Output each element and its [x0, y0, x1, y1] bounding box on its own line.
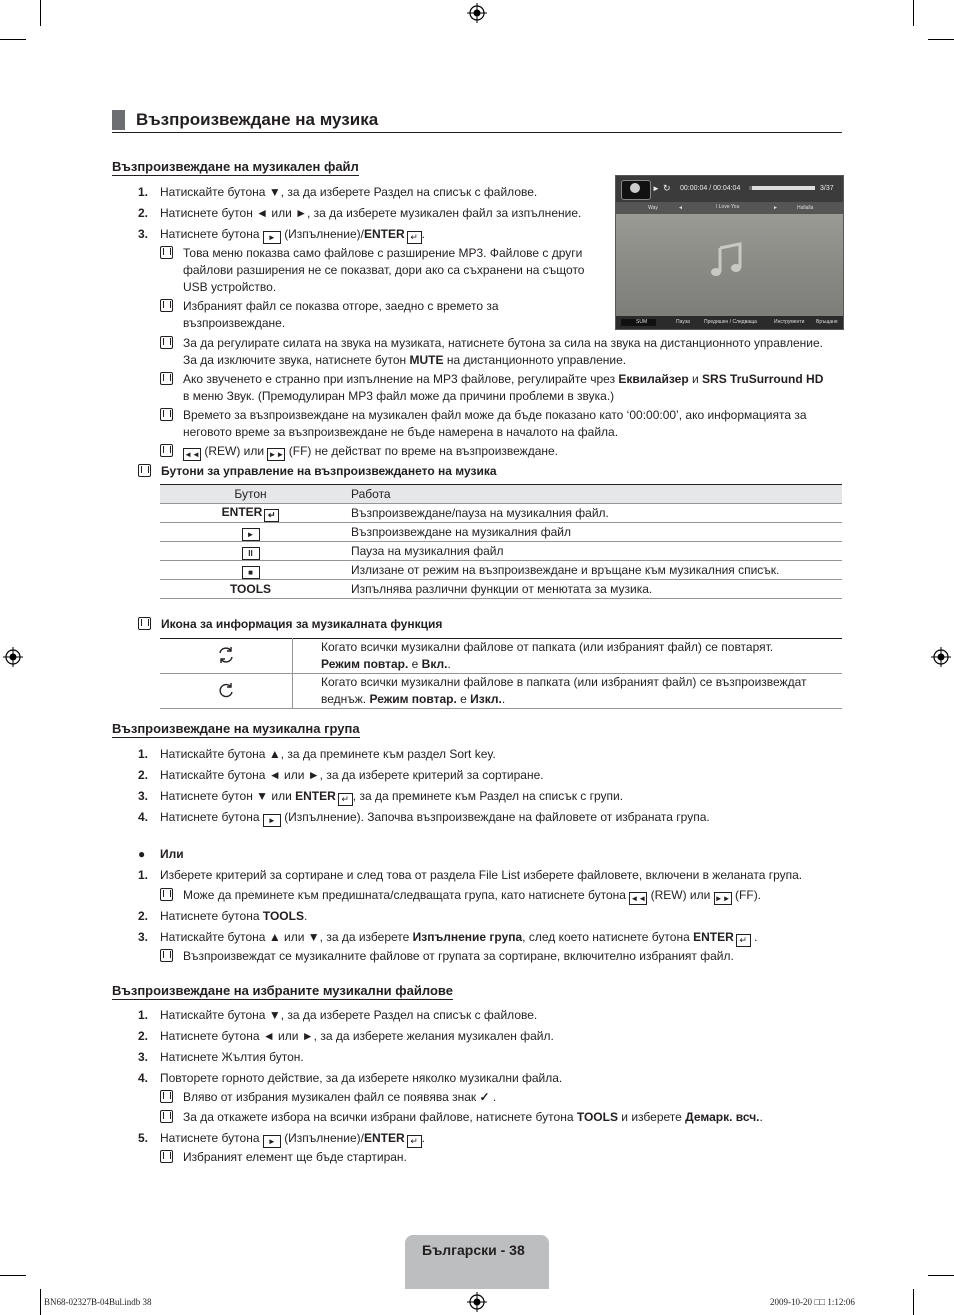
- step-part: (Изпълнение). Започва възпроизвеждане на файловете от избраната група.: [284, 810, 710, 824]
- button-cell: [160, 542, 341, 561]
- track-counter: 3/37: [820, 185, 834, 192]
- button-cell: TOOLS: [160, 580, 341, 599]
- table-row: [160, 674, 842, 709]
- music-player-screenshot: [615, 175, 844, 330]
- action-cell: Изпълнява различни функции от менютата за музика.: [341, 580, 842, 599]
- step-text: Натискайте бутона ▼, за да изберете Раздел на списък с файлове.: [160, 1008, 538, 1022]
- note-line: Това меню показва само файлове с разширение MP3. Файлове с други: [183, 246, 583, 260]
- back-hint: Връщане: [816, 319, 838, 325]
- page-title-bar: [112, 108, 842, 133]
- step-text: [160, 789, 623, 806]
- step-number: 2.: [138, 1029, 149, 1043]
- page-title: Възпроизвеждане на музика: [136, 110, 379, 129]
- enter-label: ENTER: [693, 930, 734, 944]
- note-text: [183, 298, 499, 332]
- sum-label: SUM: [636, 319, 648, 325]
- off-label: Изкл.: [470, 692, 502, 706]
- desc-part: .: [447, 657, 451, 671]
- enter-icon: ↵: [407, 231, 422, 244]
- step-part: (Изпълнение)/: [284, 1131, 364, 1145]
- note-line: [183, 352, 823, 369]
- action-cell: Възпроизвеждане/пауза на музикалния файл.: [341, 504, 842, 523]
- music-note-icon: [706, 240, 746, 280]
- registration-mark-icon: [3, 647, 23, 667]
- bullet-icon: ●: [138, 847, 146, 861]
- prev-track: Way: [648, 205, 658, 211]
- note-icon: [160, 336, 173, 354]
- progress-track: [749, 186, 815, 190]
- table-row: [160, 639, 842, 674]
- repeat-mode-label: Режим повтар.: [321, 657, 409, 671]
- crop-mark: [0, 39, 26, 40]
- section-heading-selected-files: Възпроизвеждане на избраните музикални файлове: [112, 983, 453, 998]
- step-part: , за да преминете към Раздел на списък с групи.: [352, 789, 624, 803]
- step-number: 2.: [138, 909, 149, 923]
- play-button-icon: ►: [263, 814, 281, 827]
- table-header: [160, 485, 842, 504]
- crop-mark: [40, 0, 41, 26]
- on-label: Вкл.: [421, 657, 448, 671]
- note-icon: [160, 888, 173, 906]
- note-icon: [160, 408, 173, 426]
- note-part: и: [688, 372, 703, 386]
- prev-next-hint: Предишен / Следваща: [704, 319, 757, 325]
- icons-table: [160, 638, 842, 709]
- enter-icon: ↵: [338, 793, 353, 806]
- step-part: .: [421, 1131, 425, 1145]
- note-part: на дистанционното управление.: [443, 353, 627, 367]
- step-text: [160, 909, 307, 923]
- enter-label: ENTER: [363, 227, 405, 241]
- step-text: Натискайте бутона ▼, за да изберете Раздел на списък с файлове.: [160, 185, 538, 199]
- next-track: Hallalla: [797, 205, 814, 211]
- stop-button-icon: ■: [242, 566, 260, 579]
- desc-part: веднъж.: [321, 692, 370, 706]
- button-cell: [160, 561, 341, 580]
- action-cell: Излизане от режим на възпроизвеждане и връщане към музикалния списък.: [341, 561, 842, 580]
- step-number: 3.: [138, 930, 149, 944]
- button-label: ENTER: [221, 504, 263, 519]
- note-line: в меню Звук. (Премодулиран MP3 файл може да причини проблеми в звука.): [183, 389, 615, 403]
- crop-mark: [0, 1275, 26, 1276]
- enter-label: ENTER: [295, 789, 336, 803]
- icon-cell: [160, 639, 293, 674]
- note-icon: [160, 246, 173, 264]
- deselect-all-label: Демарк. всч.: [685, 1110, 760, 1124]
- registration-mark-icon: [467, 3, 487, 23]
- step-part: , след което натиснете бутона: [522, 930, 694, 944]
- step-text: [160, 810, 710, 827]
- step-text: Натиснете Жълтия бутон.: [160, 1050, 304, 1064]
- desc-line: [321, 656, 842, 673]
- disc-icon: [630, 183, 640, 193]
- note-text: Вляво от избрания музикален файл се появява знак ✓ .: [183, 1090, 497, 1104]
- play-button-icon: ►: [263, 1135, 281, 1148]
- prev-arrow-icon: ◄: [678, 205, 683, 211]
- step-number: 1.: [138, 1008, 149, 1022]
- desc-line: Когато всички музикални файлове от папката (или избраният файл) се повтарят.: [321, 640, 774, 654]
- note-icon: [160, 1150, 173, 1168]
- note-icon: [160, 1090, 173, 1108]
- page-number: Български - 38: [422, 1242, 525, 1258]
- enter-icon: ↵: [736, 934, 751, 947]
- header-button: Бутон: [160, 485, 341, 504]
- step-text-part: Натиснете бутона: [160, 227, 260, 241]
- note-icon: [160, 372, 173, 390]
- header-action: Работа: [341, 485, 842, 504]
- desc-part: е: [408, 657, 422, 671]
- step-number: 4.: [138, 1071, 149, 1085]
- crop-mark: [40, 1289, 41, 1315]
- note-icon: [138, 464, 151, 482]
- tools-hint: Инструменти: [774, 319, 805, 325]
- player-top-bar: [616, 176, 843, 202]
- step-text: [160, 930, 757, 947]
- step-number: 3.: [138, 789, 149, 803]
- note-icon: [160, 1110, 173, 1128]
- note-part: Може да преминете към предишната/следващата група, като натиснете бутона: [183, 888, 626, 902]
- repeat-all-icon: [216, 645, 236, 665]
- step-number: 3.: [138, 227, 149, 241]
- icon-description: [293, 674, 843, 709]
- note-icon: [160, 299, 173, 317]
- table-row: [160, 542, 842, 561]
- repeat-status-icon: ↻: [663, 183, 671, 193]
- mute-label: MUTE: [409, 353, 444, 367]
- crop-mark: [913, 1289, 914, 1315]
- note-line: USB устройство.: [183, 280, 277, 294]
- tools-label: TOOLS: [262, 909, 304, 923]
- play-time: 00:00:04 / 00:04:04: [680, 185, 741, 192]
- play-group-label: Изпълнение група: [412, 930, 523, 944]
- equalizer-label: Еквилайзер: [618, 372, 689, 386]
- crop-mark: [913, 0, 914, 26]
- step-text: Повторете горното действие, за да изберете няколко музикални файла.: [160, 1071, 563, 1085]
- step-text-part: .: [421, 227, 425, 241]
- note-part: (REW) или: [204, 444, 265, 458]
- step-number: 1.: [138, 868, 149, 882]
- note-line: [183, 371, 823, 388]
- step-number: 4.: [138, 810, 149, 824]
- desc-line: Когато всички музикални файлове в папката (или избраният файл) се възпроизвеждат: [321, 675, 807, 689]
- page-number-tab: [405, 1235, 549, 1289]
- action-cell: Възпроизвеждане на музикалния файл: [341, 523, 842, 542]
- repeat-mode-label: Режим повтар.: [369, 692, 457, 706]
- next-arrow-icon: ►: [773, 205, 778, 211]
- play-button-icon: ►: [263, 231, 281, 244]
- note-part: (REW) или: [650, 888, 711, 902]
- icon-cell: [160, 674, 293, 709]
- icons-heading: Икона за информация за музикалната функция: [161, 617, 443, 631]
- step-text-part: (Изпълнение)/: [284, 227, 364, 241]
- enter-icon: ↵: [264, 509, 279, 522]
- button-cell: [160, 504, 341, 523]
- player-bottom-bar: [616, 316, 843, 329]
- table-row: [160, 523, 842, 542]
- step-text: [160, 227, 425, 244]
- rewind-button-icon: ◄◄: [630, 894, 647, 903]
- step-text: Изберете критерий за сортиране и след това от раздела File List изберете файловете, включени в желаната група.: [160, 868, 803, 882]
- step-part: .: [303, 909, 308, 923]
- table-row: [160, 504, 842, 523]
- fast-forward-button-icon: ►►: [714, 894, 731, 903]
- pause-hint: Пауза: [676, 319, 690, 325]
- title-marker: [112, 110, 125, 130]
- repeat-once-icon: [216, 680, 236, 700]
- note-text: [183, 371, 823, 405]
- step-text: Натискайте бутона ▲, за да преминете към раздел Sort key.: [160, 747, 496, 761]
- enter-icon: ↵: [407, 1135, 422, 1148]
- note-line: файлови разширения не се показват, дори ако са съхранени на същото: [183, 263, 585, 277]
- print-file-info: BN68-02327B-04Bul.indb 38: [44, 1297, 152, 1307]
- note-text: Възпроизвеждат се музикалните файлове от групата за сортиране, включително избраният файл.: [183, 949, 734, 963]
- step-text: Натиснете бутон ◄ или ►, за да изберете музикален файл за изпълнение.: [160, 206, 582, 220]
- progress-fill: [749, 186, 752, 190]
- crop-mark: [928, 1275, 954, 1276]
- icon-description: [293, 639, 843, 674]
- button-cell: [160, 523, 341, 542]
- note-text: [183, 887, 761, 905]
- table-row: [160, 561, 842, 580]
- controls-heading: Бутони за управление на възпроизвеждането на музика: [161, 464, 497, 478]
- note-text: [183, 335, 823, 369]
- step-part: Натиснете бутона: [160, 909, 263, 923]
- registration-mark-icon: [931, 647, 951, 667]
- note-line: неговото време за възпроизвеждане не бъде намерена в началото на файла.: [183, 425, 619, 439]
- step-part: Натиснете бутона: [160, 810, 260, 824]
- controls-table: [160, 484, 842, 599]
- note-part: .: [759, 1110, 763, 1124]
- checkmark-icon: ✓: [479, 1090, 490, 1104]
- note-part: Вляво от избрания музикален файл се появява знак: [183, 1090, 477, 1104]
- note-text: [183, 443, 558, 461]
- current-track: I Love You: [716, 204, 740, 210]
- note-part: и изберете: [617, 1110, 686, 1124]
- note-part: (FF) не действат по време на възпроизвеждане.: [288, 444, 559, 458]
- srs-label: SRS TruSurround HD: [702, 372, 824, 386]
- step-part: .: [750, 930, 758, 944]
- step-part: Натискайте бутона ▲ или ▼, за да изберете: [160, 930, 413, 944]
- step-part: Натиснете бутон ▼ или: [160, 789, 296, 803]
- rewind-button-icon: ◄◄: [184, 450, 200, 459]
- note-part: Ако звученето е странно при изпълнение на MP3 файлове, регулирайте чрез: [183, 372, 619, 386]
- note-icon: [138, 617, 151, 635]
- note-line: Избраният файл се показва отгоре, заедно с времето за: [183, 299, 499, 313]
- fast-forward-button-icon: ►►: [268, 450, 285, 459]
- note-line: За да регулирате силата на звука на музиката, натиснете бутона за сила на звука на дистанционното управление.: [183, 336, 824, 350]
- note-text: [183, 407, 807, 441]
- step-text: Натискайте бутона ◄ или ►, за да изберете критерий за сортиране.: [160, 768, 544, 782]
- play-button-icon: ►: [242, 528, 260, 541]
- step-number: 2.: [138, 206, 149, 220]
- pause-button-icon: II: [242, 547, 260, 560]
- step-text: [160, 1131, 425, 1148]
- print-date-info: 2009-10-20 □□ 1:12:06: [770, 1297, 855, 1307]
- section-heading-music-group: Възпроизвеждане на музикална група: [112, 721, 360, 736]
- step-number: 2.: [138, 768, 149, 782]
- track-strip: [616, 202, 843, 214]
- tools-label: TOOLS: [576, 1110, 618, 1124]
- step-number: 5.: [138, 1131, 149, 1145]
- step-part: Натиснете бутона: [160, 1131, 260, 1145]
- desc-line: [321, 691, 842, 708]
- step-number: 1.: [138, 185, 149, 199]
- desc-part: .: [501, 692, 506, 706]
- desc-part: е: [456, 692, 471, 706]
- note-line: Времето за възпроизвеждане на музикален файл може да бъде показано като ‘00:00:00’, ако информацията за: [183, 408, 807, 422]
- note-part: За да откажете избора на всички избрани файлове, натиснете бутона: [183, 1110, 577, 1124]
- note-text: Избраният елемент ще бъде стартиран.: [183, 1150, 407, 1164]
- table-row: [160, 580, 842, 599]
- action-cell: Пауза на музикалния файл: [341, 542, 842, 561]
- note-icon: [160, 444, 173, 462]
- note-icon: [160, 949, 173, 967]
- step-text: Натиснете бутона ◄ или ►, за да изберете желания музикален файл.: [160, 1029, 554, 1043]
- registration-mark-icon: [467, 1292, 487, 1312]
- section-heading-music-file: Възпроизвеждане на музикален файл: [112, 159, 359, 174]
- enter-label: ENTER: [363, 1131, 405, 1145]
- note-part: За да изключите звука, натиснете бутон: [183, 353, 410, 367]
- note-text: [183, 245, 584, 296]
- step-number: 3.: [138, 1050, 149, 1064]
- note-line: възпроизвеждане.: [183, 316, 286, 330]
- note-text: [183, 1109, 763, 1126]
- play-status-icon: ►: [652, 184, 660, 193]
- step-number: 1.: [138, 747, 149, 761]
- or-label: Или: [160, 847, 184, 861]
- crop-mark: [928, 39, 954, 40]
- note-part: (FF).: [735, 888, 762, 902]
